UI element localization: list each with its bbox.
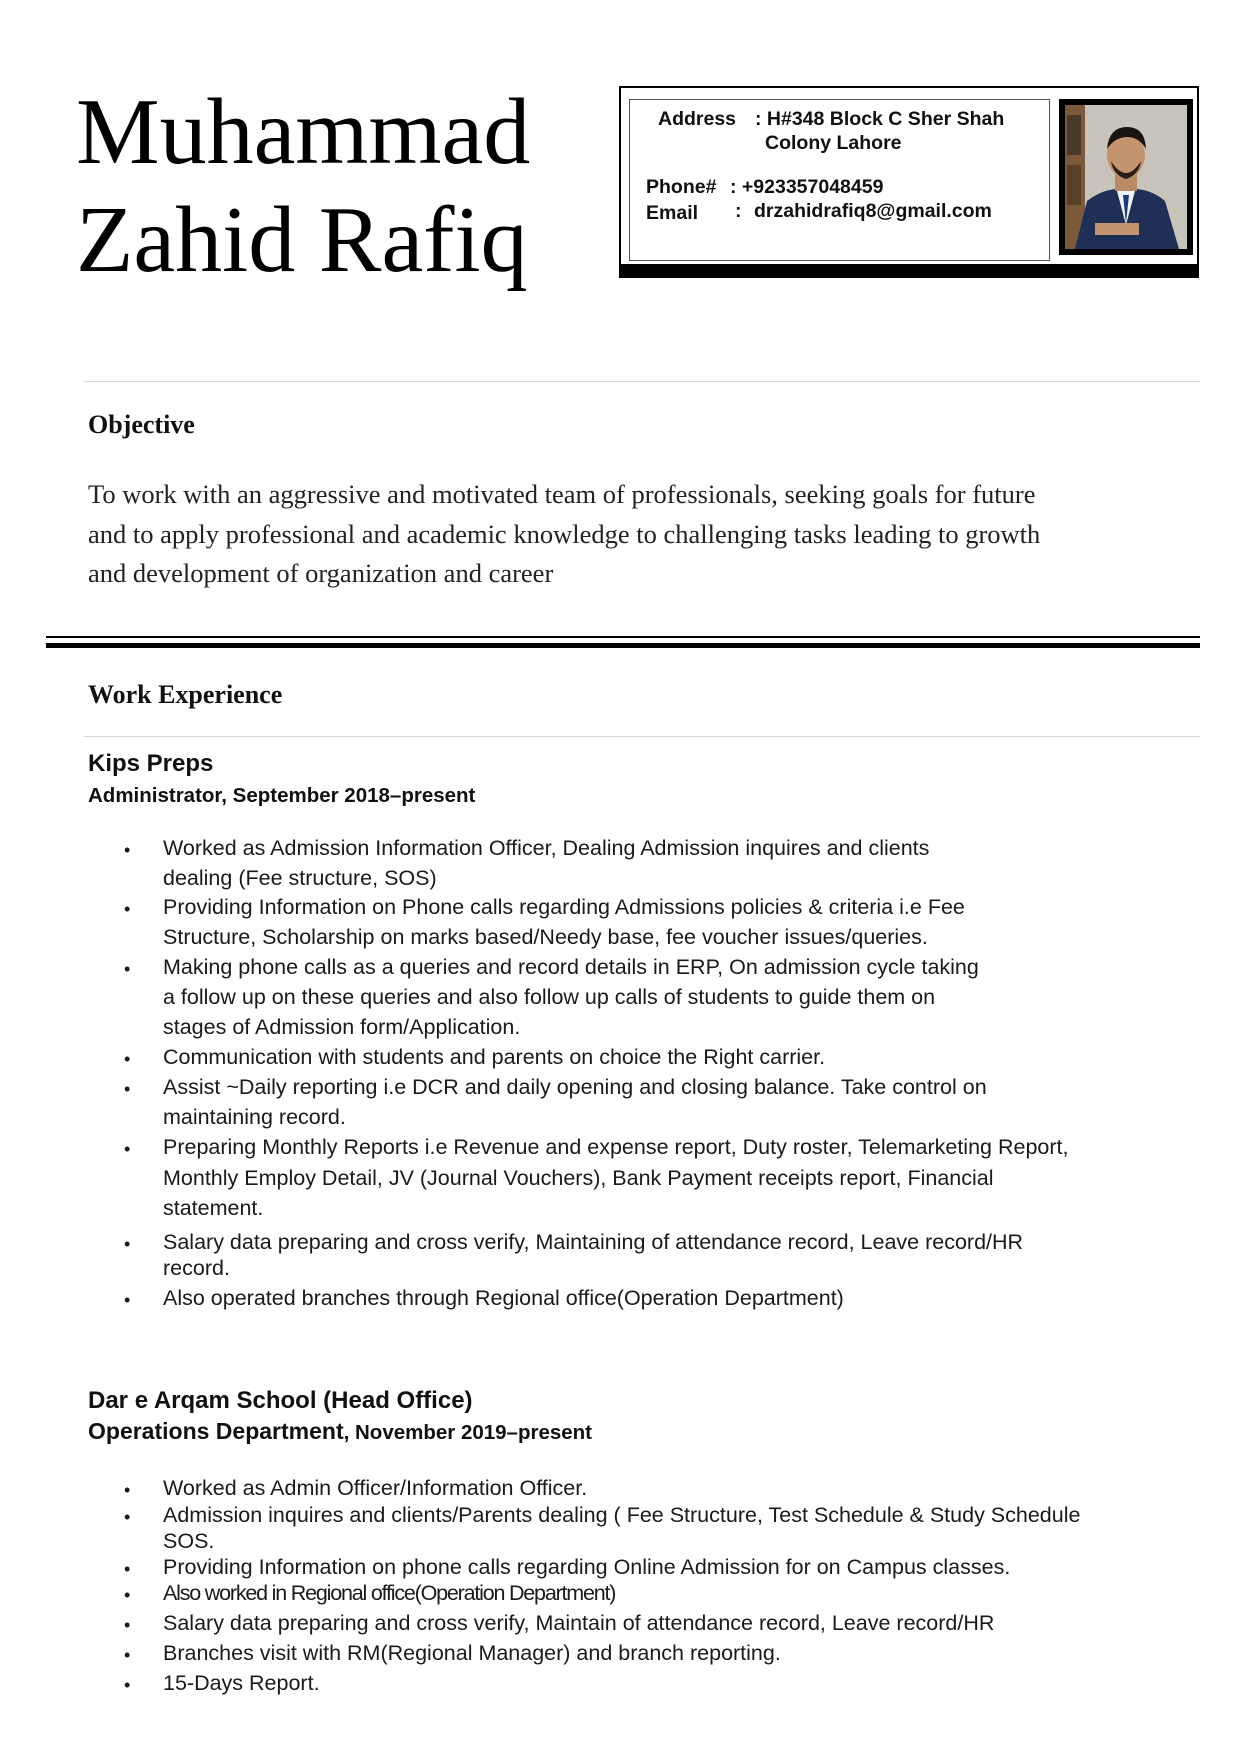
bullet-dot: • xyxy=(124,1480,131,1500)
objective-line: and to apply professional and academic knowledge to challenging tasks leading to growth xyxy=(88,518,1041,549)
bullet-dot: • xyxy=(124,1615,131,1635)
list-item: SOS. xyxy=(163,1529,215,1553)
bullet-dot: • xyxy=(124,1507,131,1527)
bullet-dot: • xyxy=(124,899,131,919)
objective-line: and development of organization and career xyxy=(88,558,554,588)
candidate-name xyxy=(76,78,530,294)
divider-thick-line xyxy=(46,643,1200,648)
objective-text xyxy=(88,475,1198,594)
list-item: a follow up on these queries and also follow up calls of students to guide them on xyxy=(163,985,936,1009)
objective-line: To work with an aggressive and motivated team of professionals, seeking goals for future xyxy=(88,479,1036,509)
objective-heading: Objective xyxy=(88,410,195,439)
list-item: Providing Information on Phone calls regarding Admissions policies & criteria i.e Fee xyxy=(163,895,965,919)
list-item: Preparing Monthly Reports i.e Revenue and expense report, Duty roster, Telemarketing Report, xyxy=(163,1135,1069,1159)
email-separator: : xyxy=(735,200,742,222)
list-item: Worked as Admin Officer/Information Officer. xyxy=(163,1476,588,1500)
bullet-dot: • xyxy=(124,1559,131,1579)
job-1-role: Administrator, September 2018–present xyxy=(88,784,476,807)
bullet-dot: • xyxy=(124,1139,131,1159)
divider-thin-line xyxy=(46,636,1200,638)
name-line-1: Muhammad xyxy=(76,80,531,184)
bullet-dot: • xyxy=(124,1290,131,1310)
job-2-role xyxy=(88,1418,592,1445)
list-item: Assist ~Daily reporting i.e DCR and daily opening and closing balance. Take control on xyxy=(163,1075,987,1099)
email-value: drzahidrafiq8@gmail.com xyxy=(754,200,992,222)
bullet-dot: • xyxy=(124,840,131,860)
list-item: stages of Admission form/Application. xyxy=(163,1015,521,1039)
bullet-dot: • xyxy=(124,1079,131,1099)
bullet-dot: • xyxy=(124,1585,131,1605)
list-item: record. xyxy=(163,1256,230,1280)
job-2-dates: , November 2019–present xyxy=(343,1421,593,1444)
address-line-2: Colony Lahore xyxy=(765,132,902,154)
bullet-dot: • xyxy=(124,959,131,979)
list-item: dealing (Fee structure, SOS) xyxy=(163,866,437,890)
list-item: statement. xyxy=(163,1196,264,1220)
email-label: Email xyxy=(646,202,699,224)
list-item: Providing Information on phone calls regarding Online Admission for on Campus classes. xyxy=(163,1555,1011,1579)
job-2-department: Operations Department xyxy=(88,1418,344,1444)
list-item: Making phone calls as a queries and record details in ERP, On admission cycle taking xyxy=(163,955,979,979)
list-item: Also worked in Regional office(Operation Department) xyxy=(163,1581,616,1605)
contact-box xyxy=(619,86,1199,278)
job-2-company: Dar e Arqam School (Head Office) xyxy=(88,1387,473,1414)
name-line-2: Zahid Rafiq xyxy=(76,188,528,292)
address-line-1: : H#348 Block C Sher Shah xyxy=(755,108,1005,130)
work-experience-heading: Work Experience xyxy=(88,680,283,709)
bullet-dot: • xyxy=(124,1675,131,1695)
list-item: maintaining record. xyxy=(163,1105,346,1129)
list-item: Communication with students and parents on choice the Right carrier. xyxy=(163,1045,826,1069)
list-item: Salary data preparing and cross verify, Maintaining of attendance record, Leave record/HR xyxy=(163,1230,1024,1254)
list-item: Salary data preparing and cross verify, Maintain of attendance record, Leave record/HR xyxy=(163,1611,995,1635)
list-item: 15-Days Report. xyxy=(163,1671,320,1695)
contact-details xyxy=(629,99,1050,261)
list-item: Worked as Admission Information Officer, Dealing Admission inquires and clients xyxy=(163,836,930,860)
list-item: Also operated branches through Regional office(Operation Department) xyxy=(163,1286,844,1310)
phone-value: : +923357048459 xyxy=(730,176,884,198)
phone-label: Phone# xyxy=(646,176,717,198)
bullet-dot: • xyxy=(124,1049,131,1069)
list-item: Admission inquires and clients/Parents dealing ( Fee Structure, Test Schedule & Study Schedule xyxy=(163,1503,1081,1527)
person-portrait-icon xyxy=(1065,105,1187,249)
address-label: Address xyxy=(658,108,737,130)
profile-photo xyxy=(1065,105,1187,249)
list-item: Branches visit with RM(Regional Manager) and branch reporting. xyxy=(163,1641,781,1665)
bullet-dot: • xyxy=(124,1234,131,1254)
job-1-company: Kips Preps xyxy=(88,750,214,777)
profile-photo-frame xyxy=(1059,99,1193,255)
work-experience-divider xyxy=(84,736,1200,737)
list-item: Structure, Scholarship on marks based/Needy base, fee voucher issues/queries. xyxy=(163,925,928,949)
header-divider xyxy=(84,381,1200,382)
bullet-dot: • xyxy=(124,1645,131,1665)
list-item: Monthly Employ Detail, JV (Journal Vouchers), Bank Payment receipts report, Financial xyxy=(163,1166,994,1190)
